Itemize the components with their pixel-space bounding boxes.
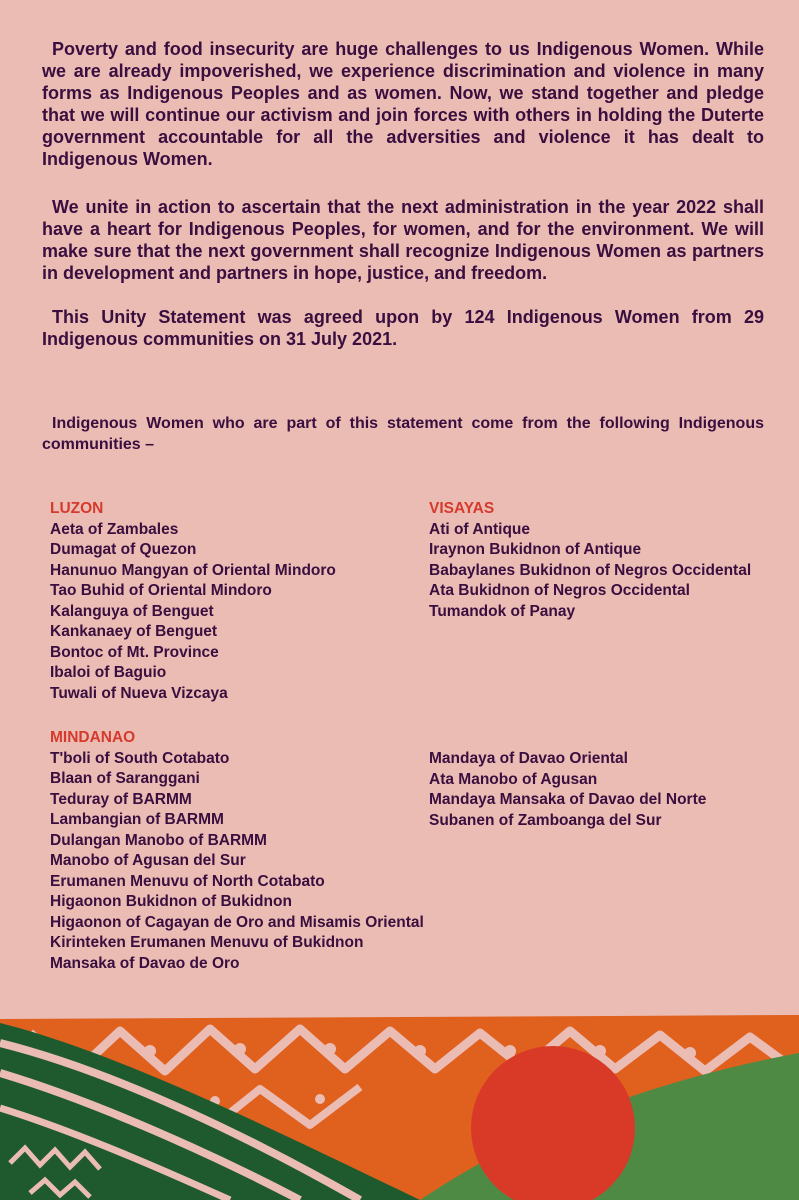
list-item: Tao Buhid of Oriental Mindoro	[50, 582, 272, 599]
list-item: Ata Bukidnon of Negros Occidental	[429, 582, 690, 599]
list-item: T'boli of South Cotabato	[50, 749, 230, 767]
list-item: Dulangan Manobo of BARMM	[50, 831, 267, 849]
list-item: Mandaya Mansaka of Davao del Norte	[429, 791, 707, 808]
list-item: Tuwali of Nueva Vizcaya	[50, 684, 228, 702]
list-item: Aeta of Zambales	[50, 520, 179, 538]
list-item: Higaonon Bukidnon of Bukidnon	[50, 893, 292, 910]
region-title-visayas: VISAYAS	[429, 500, 495, 517]
statement-paragraph-3: This Unity Statement was agreed upon by 124 Indigenous Women from 29 Indigenous communities on 31 July 2021.	[42, 307, 764, 349]
region-visayas	[429, 499, 751, 622]
region-mindanao	[50, 728, 424, 974]
list-item: Mandaya of Davao Oriental	[429, 750, 628, 767]
list-item: Bontoc of Mt. Province	[50, 643, 219, 661]
list-item: Mansaka of Davao de Oro	[50, 954, 240, 972]
community-list-visayas	[429, 520, 751, 623]
list-item: Hanunuo Mangyan of Oriental Mindoro	[50, 561, 336, 579]
list-item: Manobo of Agusan del Sur	[50, 852, 246, 869]
list-item: Erumanen Menuvu of North Cotabato	[50, 872, 325, 890]
list-item: Dumagat of Quezon	[50, 541, 197, 558]
communities-intro: Indigenous Women who are part of this statement come from the following Indigenous communities –	[42, 415, 764, 453]
list-item: Kirinteken Erumanen Menuvu of Bukidnon	[50, 934, 364, 951]
list-item: Babaylanes Bukidnon of Negros Occidental	[429, 561, 752, 579]
list-item: Subanen of Zamboanga del Sur	[429, 811, 662, 829]
list-item: Teduray of BARMM	[50, 790, 192, 808]
community-list-mindanao-left	[50, 749, 424, 975]
decorative-landscape-art	[0, 1013, 799, 1200]
list-item: Lambangian of BARMM	[50, 811, 224, 828]
list-item: Tumandok of Panay	[429, 602, 576, 620]
region-title-luzon: LUZON	[50, 500, 104, 517]
community-list-mindanao-right	[429, 749, 706, 831]
list-item: Blaan of Saranggani	[50, 770, 200, 787]
list-item: Ati of Antique	[429, 520, 531, 538]
list-item: Ata Manobo of Agusan	[429, 770, 598, 788]
statement-paragraph-1: Poverty and food insecurity are huge challenges to us Indigenous Women. While we are already impoverished, we experience discrimination and violence in many forms as Indigenous Peoples and as women. Now, we stand together and pledge that we will continue our activism and join forces with others in holding the Duterte government accountable for all the adversities and violence it has dealt to Indigenous Women.	[42, 39, 764, 169]
list-item: Kalanguya of Benguet	[50, 602, 214, 620]
list-item: Ibaloi of Baguio	[50, 664, 167, 681]
list-item: Higaonon of Cagayan de Oro and Misamis Oriental	[50, 913, 424, 931]
list-item: Kankanaey of Benguet	[50, 623, 218, 640]
list-item: Iraynon Bukidnon of Antique	[429, 541, 642, 558]
region-title-mindanao: MINDANAO	[50, 729, 136, 746]
community-list-luzon	[50, 520, 336, 705]
region-mindanao-continued	[429, 749, 706, 831]
statement-paragraph-2: We unite in action to ascertain that the next administration in the year 2022 shall have a heart for Indigenous Peoples, for women, and for the environment. We will make sure that the next government shall recognize Indigenous Women as partners in development and partners in hope, justice, and freedom.	[42, 197, 764, 283]
region-luzon	[50, 499, 336, 704]
